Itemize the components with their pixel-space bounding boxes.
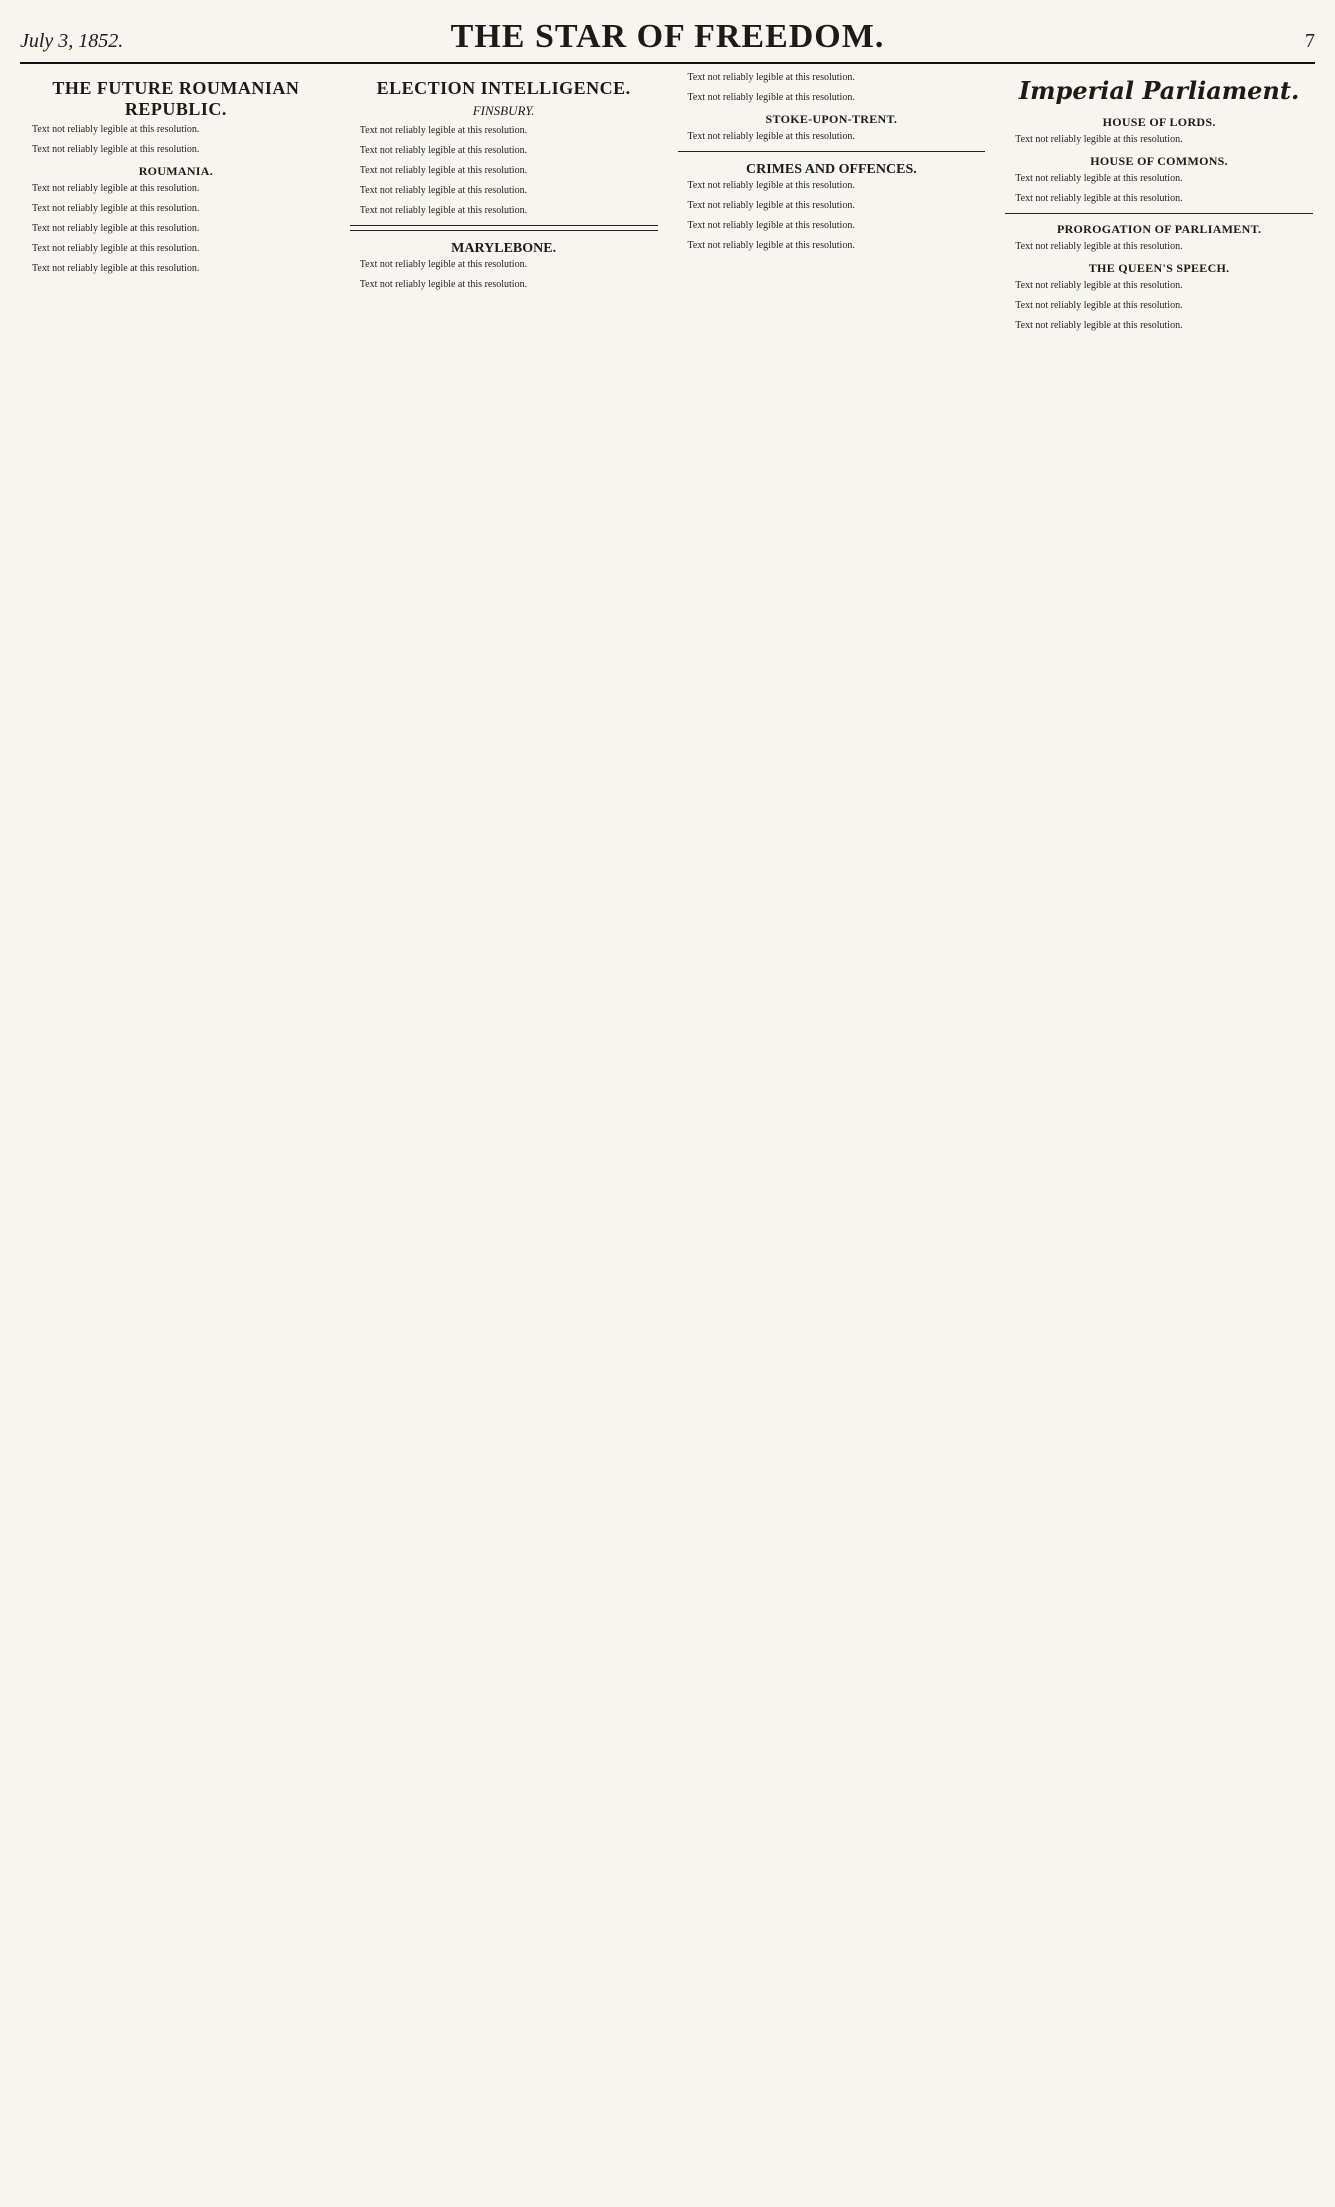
column-2-paragraph: Text not reliably legible at this resolution. [359, 185, 528, 196]
column-1-paragraph: Text not reliably legible at this resolution. [32, 223, 200, 234]
section-divider [678, 151, 986, 152]
prorogation-of-parliament-subheading: PROROGATION OF PARLIAMENT. [1056, 222, 1262, 236]
column-2-paragraph: Text not reliably legible at this resolution. [359, 259, 528, 270]
column-4-paragraph: Text not reliably legible at this resolution. [1015, 320, 1183, 331]
column-4-body [1005, 134, 1313, 146]
column-2-paragraph: Text not reliably legible at this resolution. [359, 205, 528, 216]
column-3-paragraph: Text not reliably legible at this resolution. [687, 240, 855, 251]
column-3-body-2 [678, 131, 986, 143]
column-3-paragraph: Text not reliably legible at this resolution. [687, 180, 855, 191]
column-2-paragraph: Text not reliably legible at this resolution. [359, 279, 528, 290]
future-roumanian-republic-title: THE FUTURE ROUMANIAN REPUBLIC. [52, 78, 300, 119]
column-1-body-2 [22, 183, 330, 275]
column-4-paragraph: Text not reliably legible at this resolution. [1015, 173, 1183, 184]
queens-speech-subheading: THE QUEEN'S SPEECH. [1088, 261, 1230, 275]
column-3-paragraph: Text not reliably legible at this resolution. [687, 72, 855, 83]
house-of-lords-subheading: HOUSE OF LORDS. [1102, 115, 1216, 129]
column-2-body [350, 125, 658, 217]
crimes-and-offences-title: CRIMES AND OFFENCES. [746, 162, 917, 177]
marylebone-subheading: MARYLEBONE. [451, 241, 557, 256]
column-4-paragraph: Text not reliably legible at this resolution. [1015, 193, 1183, 204]
column-1-paragraph: Text not reliably legible at this resolution. [32, 183, 200, 194]
section-divider [350, 225, 658, 231]
column-4-body-3 [1005, 241, 1313, 253]
column-1 [20, 72, 332, 2187]
article-columns [20, 72, 1315, 2187]
column-3-paragraph: Text not reliably legible at this resolution. [687, 220, 855, 231]
column-1-paragraph: Text not reliably legible at this resolution. [32, 263, 200, 274]
column-3-body [678, 72, 986, 104]
masthead [20, 18, 1315, 64]
column-3 [676, 72, 988, 2187]
column-1-paragraph: Text not reliably legible at this resolution. [32, 124, 200, 135]
column-1-body [22, 124, 330, 156]
column-4-paragraph: Text not reliably legible at this resolution. [1015, 241, 1183, 252]
column-2-paragraph: Text not reliably legible at this resolution. [359, 165, 528, 176]
column-2 [348, 72, 660, 2187]
column-1-paragraph: Text not reliably legible at this resolution. [32, 144, 200, 155]
column-3-paragraph: Text not reliably legible at this resolution. [687, 200, 855, 211]
column-4-paragraph: Text not reliably legible at this resolution. [1015, 300, 1183, 311]
stoke-upon-trent-subheading: STOKE-UPON-TRENT. [765, 112, 898, 126]
column-3-paragraph: Text not reliably legible at this resolution. [687, 92, 855, 103]
column-1-paragraph: Text not reliably legible at this resolution. [32, 243, 200, 254]
column-4 [1003, 72, 1315, 2187]
newspaper-title: THE STAR OF FREEDOM. [450, 18, 885, 55]
column-2-body-2 [350, 259, 658, 291]
column-4-paragraph: Text not reliably legible at this resolution. [1015, 134, 1183, 145]
column-1-paragraph: Text not reliably legible at this resolution. [32, 203, 200, 214]
roumania-subheading: ROUMANIA. [138, 164, 214, 178]
column-4-body-2 [1005, 173, 1313, 205]
house-of-commons-subheading: HOUSE OF COMMONS. [1090, 154, 1228, 168]
issue-date: July 3, 1852. [20, 30, 124, 52]
section-divider [1005, 213, 1313, 214]
column-4-paragraph: Text not reliably legible at this resolution. [1015, 280, 1183, 291]
column-3-body-3 [678, 180, 986, 252]
page-number: 7 [1305, 30, 1315, 52]
column-2-paragraph: Text not reliably legible at this resolution. [359, 145, 528, 156]
election-intelligence-title: ELECTION INTELLIGENCE. [376, 78, 631, 98]
column-4-body-4 [1005, 280, 1313, 332]
imperial-parliament-title: Imperial Parliament. [1018, 76, 1300, 105]
column-2-paragraph: Text not reliably legible at this resolution. [359, 125, 528, 136]
column-3-paragraph: Text not reliably legible at this resolution. [687, 131, 855, 142]
finsbury-subheading: FINSBURY. [472, 103, 535, 118]
